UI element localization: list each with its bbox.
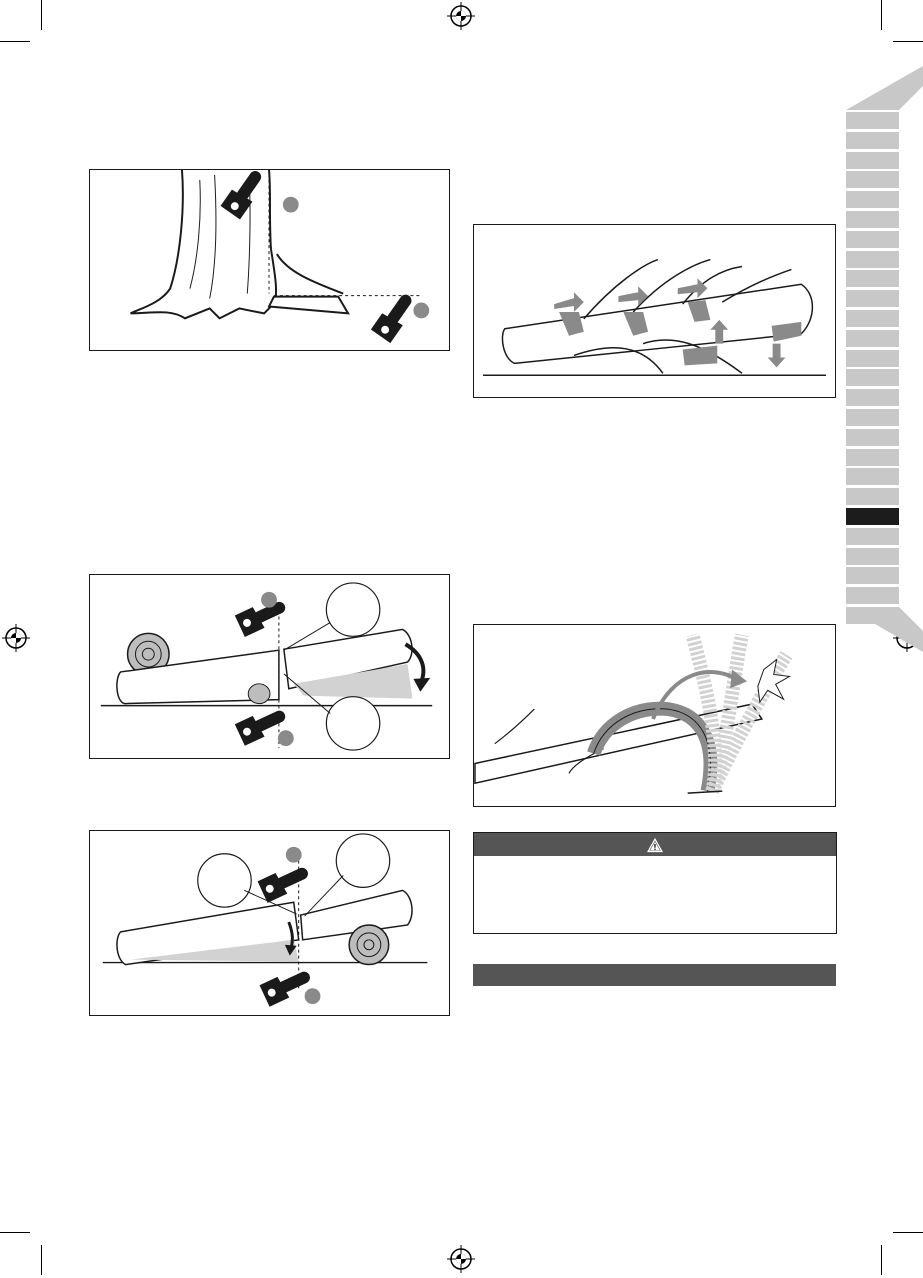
step-marker: [286, 847, 302, 863]
section-tab: [846, 132, 899, 149]
section-tab: [846, 310, 899, 327]
step-marker: [261, 592, 277, 608]
section-tab: [846, 251, 899, 268]
crop-mark: [881, 1245, 882, 1275]
section-tab: [846, 330, 899, 347]
section-tab: [846, 548, 899, 565]
section-tab: [846, 350, 899, 367]
crop-mark: [0, 1232, 30, 1233]
step-marker: [283, 197, 299, 213]
warning-header: [474, 833, 836, 856]
section-tab: [846, 449, 899, 466]
figure-limbing: [473, 224, 836, 398]
crop-mark: [881, 0, 882, 30]
section-tab: [846, 231, 899, 248]
section-tab: [846, 389, 899, 406]
section-tab: [846, 171, 899, 188]
section-tab: [846, 567, 899, 584]
registration-mark-icon: [2, 624, 30, 652]
section-tab: [846, 211, 899, 228]
registration-mark-icon: [447, 2, 475, 30]
section-tab: [846, 152, 899, 169]
section-tab: [846, 191, 899, 208]
section-tab: [846, 290, 899, 307]
tab-strip-arrow-bottom: [846, 607, 923, 652]
figure-log-support-both-ends: [89, 830, 450, 1016]
section-tab: [846, 528, 899, 545]
section-tab-active: [846, 508, 899, 525]
crop-mark: [893, 1232, 923, 1233]
figure-spring-pole: [473, 624, 836, 807]
chainsaw-icon: [371, 289, 419, 343]
crop-mark: [41, 1245, 42, 1275]
warning-triangle-icon: [646, 837, 664, 853]
registration-mark-icon: [447, 1245, 475, 1273]
section-tab: [846, 409, 899, 426]
section-tab: [846, 429, 899, 446]
section-tab: [846, 112, 899, 129]
section-tab: [846, 270, 899, 287]
chainsaw-icon: [258, 860, 313, 902]
section-tab: [846, 468, 899, 485]
figure-log-support-one-side: [89, 574, 450, 759]
warning-symbol: !: [653, 842, 657, 852]
crop-mark: [41, 0, 42, 30]
warning-box: [473, 832, 837, 934]
step-marker: [278, 730, 294, 746]
step-marker: [413, 303, 429, 319]
section-tab: [846, 587, 899, 604]
step-marker: [305, 988, 321, 1004]
section-tab: [846, 369, 899, 386]
crop-mark: [893, 41, 923, 42]
figure-felling-cut: [89, 169, 450, 351]
section-tab-strip: [846, 66, 923, 652]
tab-strip-arrow-top: [846, 66, 923, 111]
section-tab: [846, 488, 899, 505]
section-header-bar: [473, 964, 836, 986]
crop-mark: [0, 41, 30, 42]
